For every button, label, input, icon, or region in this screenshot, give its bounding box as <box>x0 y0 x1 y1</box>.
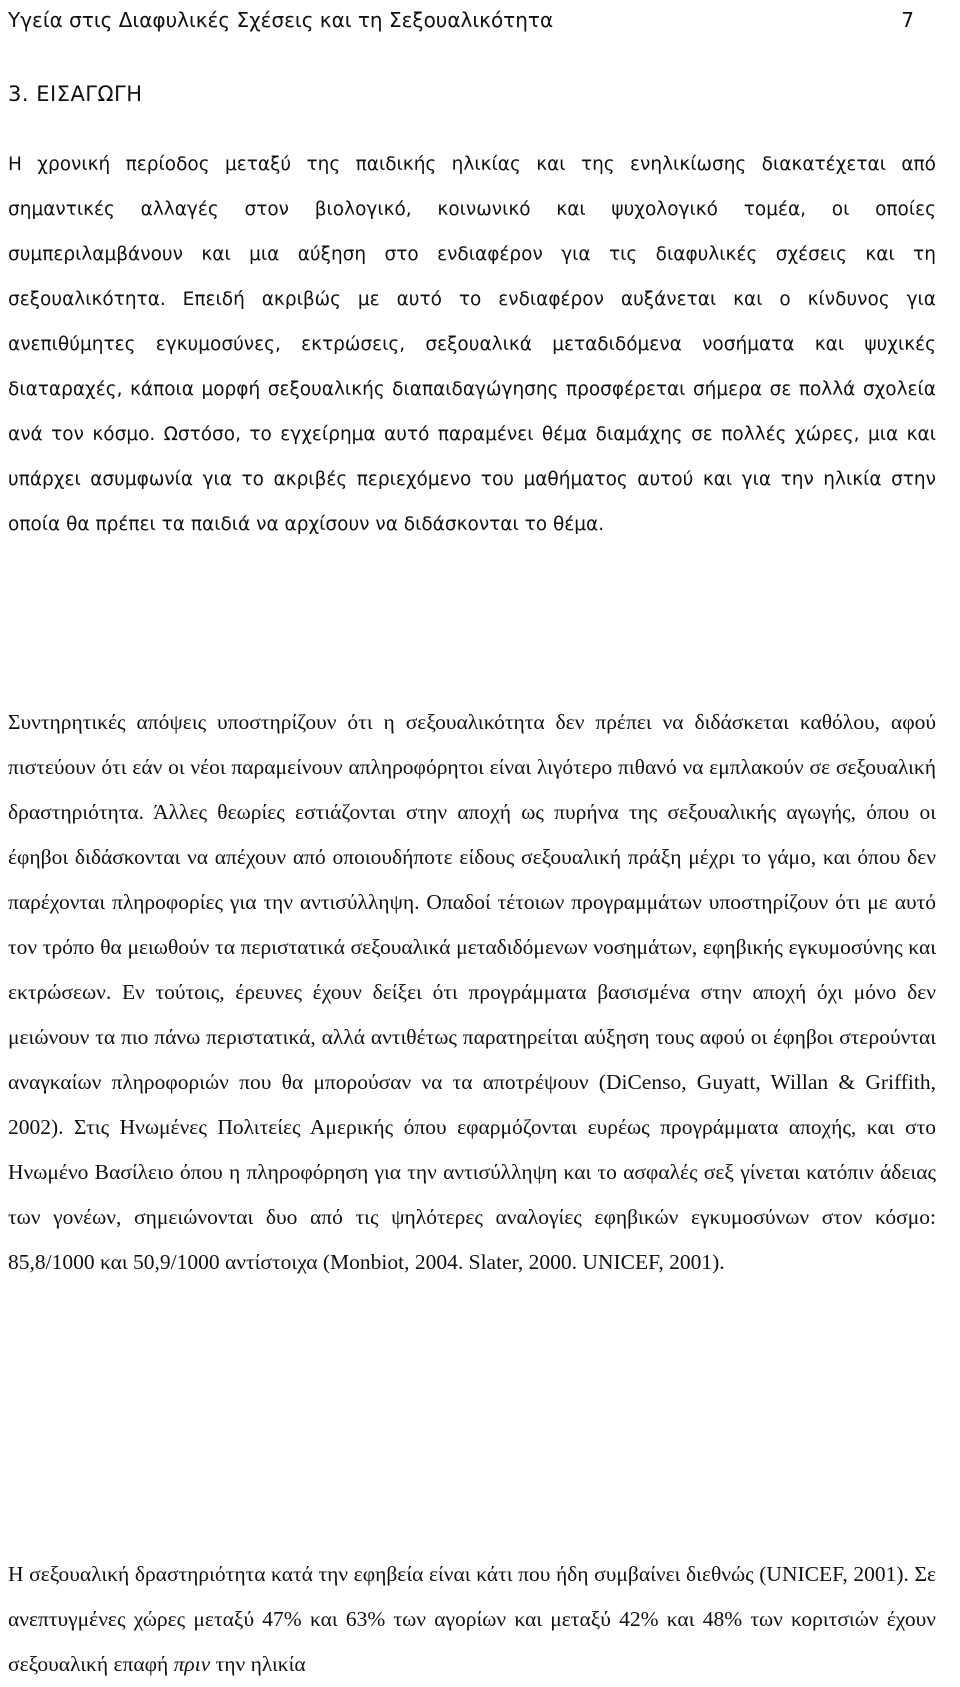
section-heading: 3. ΕΙΣΑΓΩΓΗ <box>8 82 143 106</box>
running-title: Υγεία στις Διαφυλικές Σχέσεις και τη Σεξουαλικότητα <box>8 8 554 32</box>
running-header <box>8 4 938 36</box>
emphasis-text: πριν <box>173 1652 211 1676</box>
paragraph-text: Η σεξουαλική δραστηριότητα κατά την εφηβεία είναι κάτι που ήδη συμβαίνει διεθνώς (UNICEF, 2001). Σε ανεπτυγμένες χώρες μεταξύ 47% και 63% των αγορίων και μεταξύ 42% και 48% των κοριτσιών έχουν σεξουαλική επαφή <box>8 1562 936 1676</box>
page-number: 7 <box>901 8 914 32</box>
paragraph-introduction <box>8 142 936 547</box>
paragraph-text: Συντηρητικές απόψεις υποστηρίζουν ότι η σεξουαλικότητα δεν πρέπει να διδάσκεται καθόλου, αφού πιστεύουν ότι εάν οι νέοι παραμείνουν απληροφόρητοι είναι λιγότερο πιθανό να εμπλακούν σε σεξουαλική δραστηριότητα. Άλλες θεωρίες εστιάζονται στην αποχή ως πυρήνα της σεξουαλικής αγωγής, όπου οι έφηβοι διδάσκονται να απέχουν από οποιουδήποτε είδους σεξουαλική πράξη μέχρι το γάμο, και όπου δεν παρέχονται πληροφορίες για την αντισύλληψη. Οπαδοί τέτοιων προγραμμάτων υποστηρίζουν ότι με αυτό τον τρόπο θα μειωθούν τα περιστατικά σεξουαλικά μεταδιδόμενων νοσημάτων, εφηβικής εγκυμοσύνης και εκτρώσεων. Εν τούτοις, έρευνες έχουν δείξει ότι προγράμματα βασισμένα στην αποχή όχι μόνο δεν μειώνουν τα πιο πάνω περιστατικά, αλλά αντιθέτως παρατηρείται αύξηση τους αφού οι έφηβοι στερούνται αναγκαίων πληροφοριών που θα μπορούσαν να τα αποτρέψουν (DiCenso, Guyatt, Willan & Griffith, 2002). Στις Ηνωμένες Πολιτείες Αμερικής όπου εφαρμόζονται ευρέως προγράμματα αποχής, και στο Ηνωμένο Βασίλειο όπου η πληροφόρηση για την αντισύλληψη και το ασφαλές σεξ γίνεται κατόπιν άδειας των γονέων, σημειώνονται δυο από τις ψηλότερες αναλογίες εφηβικών εγκυμοσύνων στον κόσμο: 85,8/1000 και 50,9/1000 αντίστοιχα (Monbiot, 2004. Slater, 2000. UNICEF, 2001). <box>8 710 936 1274</box>
paragraph-text: Η χρονική περίοδος μεταξύ της παιδικής ηλικίας και της ενηλικίωσης διακατέχεται από σημαντικές αλλαγές στον βιολογικό, κοινωνικό και ψυχολογικό τομέα, οι οποίες συμπεριλαμβάνουν και μια αύξηση στο ενδιαφέρον για τις διαφυλικές σχέσεις και τη σεξουαλικότητα. Επειδή ακριβώς με αυτό το ενδιαφέρον αυξάνεται και ο κίνδυνος για ανεπιθύμητες εγκυμοσύνες, εκτρώσεις, σεξουαλικά μεταδιδόμενα νοσήματα και ψυχικές διαταραχές, κάποια μορφή σεξουαλικής διαπαιδαγώγησης προσφέρεται σήμερα σε πολλά σχολεία ανά τον κόσμο. Ωστόσο, το εγχείρημα αυτό παραμένει θέμα διαμάχης σε πολλές χώρες, μια και υπάρχει ασυμφωνία για το ακριβές περιεχόμενο του μαθήματος αυτού και για την ηλικία στην οποία θα πρέπει τα παιδιά να αρχίσουν να διδάσκονται το θέμα. <box>8 154 936 535</box>
paragraph-conservative-views <box>8 700 936 1285</box>
paragraph-text-end: την ηλικία <box>210 1652 306 1676</box>
paragraph-adolescent-activity <box>8 1552 936 1687</box>
